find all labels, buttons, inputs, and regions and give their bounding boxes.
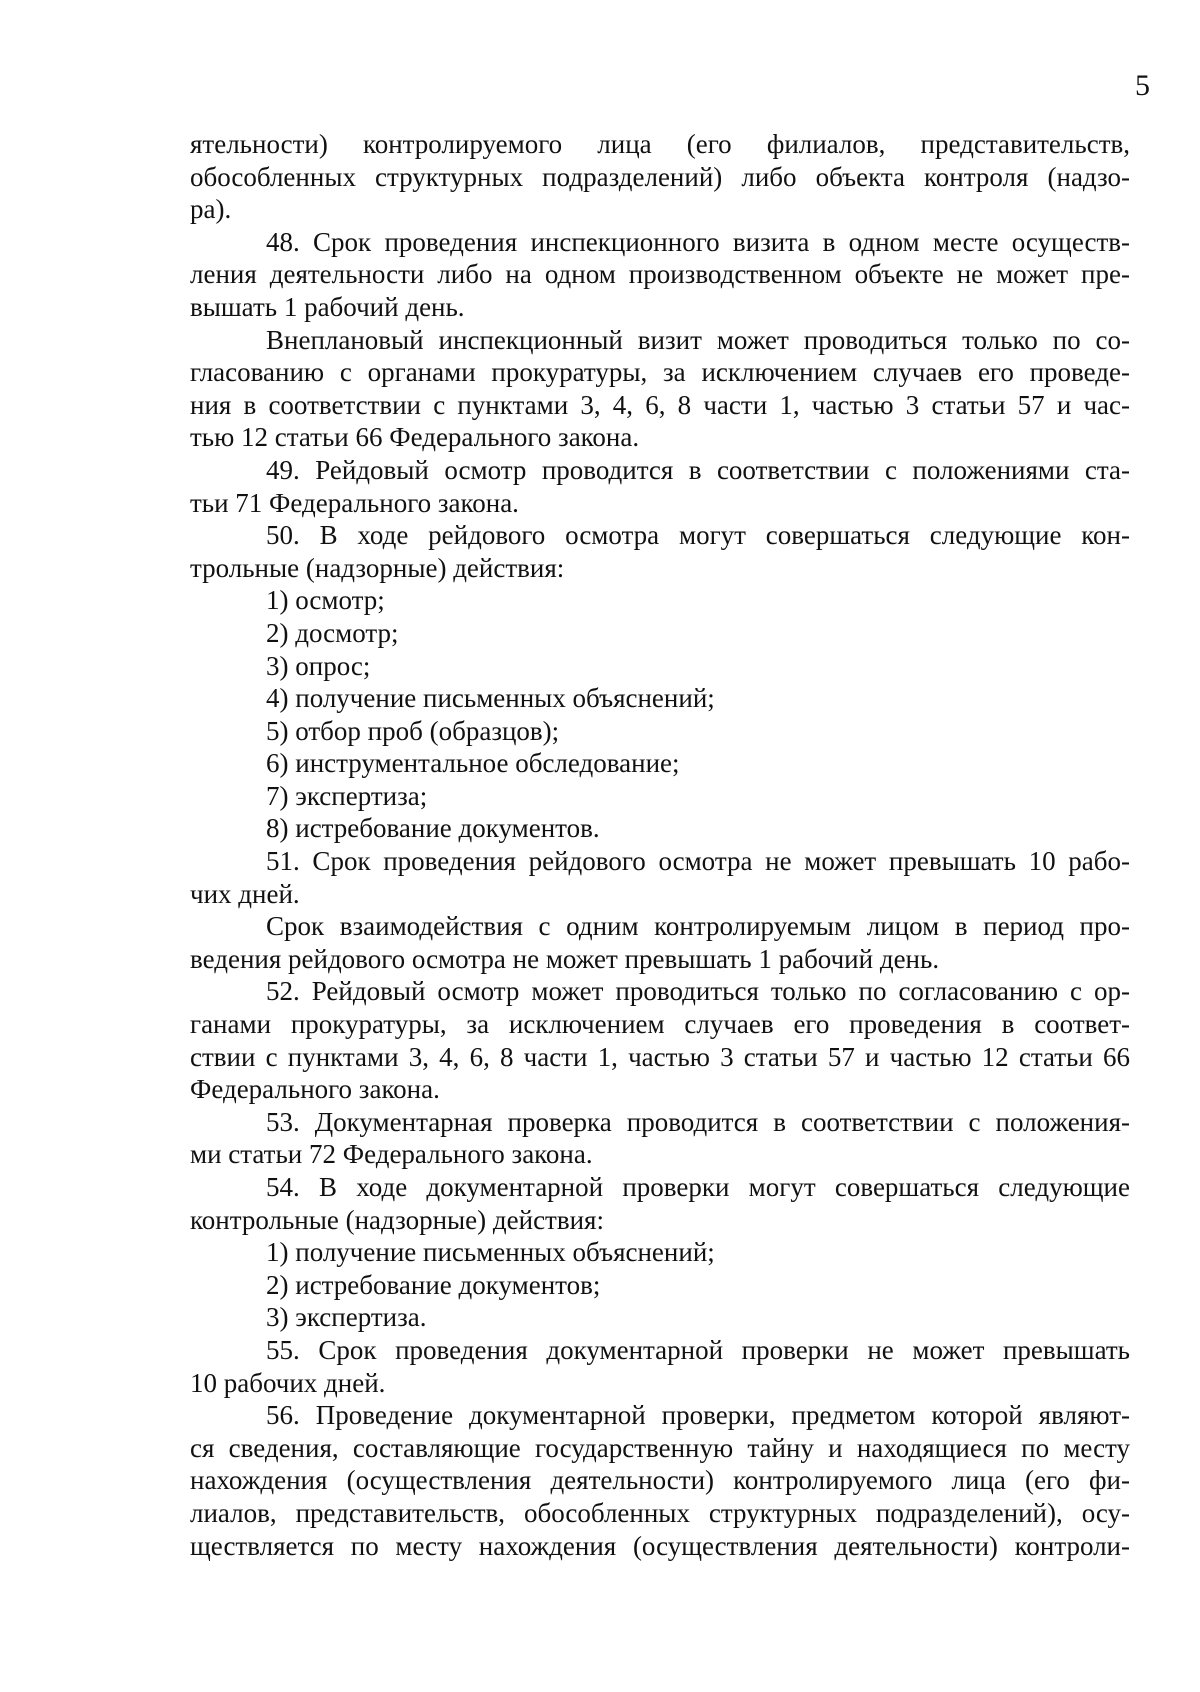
paragraph-line: ления деятельности либо на одном производственном объекте не может пре- [190,259,1130,290]
paragraph-line: ществляется по месту нахождения (осуществления деятельности) контроли- [190,1530,1130,1561]
list-item-line: 1) получение письменных объяснений; [266,1237,715,1268]
paragraph-line: контрольные (надзорные) действия: [190,1204,604,1235]
paragraph-line: ния в соответствии с пунктами 3, 4, 6, 8 части 1, частью 3 статьи 57 и час- [190,389,1130,420]
paragraph-line: гласованию с органами прокуратуры, за исключением случаев его проведе- [190,357,1130,388]
paragraph-line: ся сведения, составляющие государственную тайну и находящиеся по месту [190,1432,1130,1463]
paragraph-line: 50. В ходе рейдового осмотра могут совершаться следующие кон- [266,520,1130,551]
paragraph-line: 53. Документарная проверка проводится в соответствии с положения- [266,1106,1130,1137]
paragraph-line: нахождения (осуществления деятельности) контролируемого лица (его фи- [190,1465,1130,1496]
list-item-line: 2) досмотр; [266,617,399,648]
list-item-line: 5) отбор проб (образцов); [266,715,560,746]
list-item-line: 7) экспертиза; [266,780,428,811]
list-item-line: 2) истребование документов; [266,1269,601,1300]
paragraph-line: Срок взаимодействия с одним контролируемым лицом в период про- [266,911,1130,942]
paragraph-line: 52. Рейдовый осмотр может проводиться только по согласованию с ор- [266,976,1130,1007]
paragraph-line: ми статьи 72 Федерального закона. [190,1139,593,1170]
paragraph-line: вышать 1 рабочий день. [190,291,465,322]
paragraph-line: 56. Проведение документарной проверки, предметом которой являют- [266,1400,1130,1431]
paragraph-line: 51. Срок проведения рейдового осмотра не может превышать 10 рабо- [266,846,1130,877]
paragraph-line: ра). [190,194,232,225]
paragraph-line: 49. Рейдовый осмотр проводится в соответствии с положениями ста- [266,454,1130,485]
paragraph-line: тью 12 статьи 66 Федерального закона. [190,422,640,453]
paragraph-line: 55. Срок проведения документарной проверки не может превышать [266,1334,1130,1365]
paragraph-line: обособленных структурных подразделений) либо объекта контроля (надзо- [190,161,1130,192]
paragraph-line: трольные (надзорные) действия: [190,552,565,583]
paragraph-line: лиалов, представительств, обособленных структурных подразделений), осу- [190,1497,1130,1528]
list-item-line: 8) истребование документов. [266,813,600,844]
page-number: 5 [1135,69,1150,102]
paragraph-line: чих дней. [190,878,300,909]
list-item-line: 3) опрос; [266,650,371,681]
paragraph-line: 54. В ходе документарной проверки могут совершаться следующие [266,1172,1130,1202]
document-body [190,128,1130,1562]
paragraph-line: тьи 71 Федерального закона. [190,487,519,518]
list-item-line: 1) осмотр; [266,585,385,616]
paragraph-line: ствии с пунктами 3, 4, 6, 8 части 1, частью 3 статьи 57 и частью 12 статьи 66 [190,1041,1130,1072]
paragraph-line: ятельности) контролируемого лица (его филиалов, представительств, [190,129,1130,159]
paragraph-line: Федерального закона. [190,1074,440,1105]
paragraph-line: 48. Срок проведения инспекционного визита в одном месте осуществ- [266,226,1130,257]
list-item-line: 6) инструментальное обследование; [266,748,680,779]
paragraph-line: ведения рейдового осмотра не может превышать 1 рабочий день. [190,943,940,974]
paragraph-line: 10 рабочих дней. [190,1367,386,1398]
paragraph-line: ганами прокуратуры, за исключением случаев его проведения в соответ- [190,1009,1130,1040]
list-item-line: 3) экспертиза. [266,1302,427,1333]
list-item-line: 4) получение письменных объяснений; [266,683,715,714]
paragraph-line: Внеплановый инспекционный визит может проводиться только по со- [266,324,1130,355]
